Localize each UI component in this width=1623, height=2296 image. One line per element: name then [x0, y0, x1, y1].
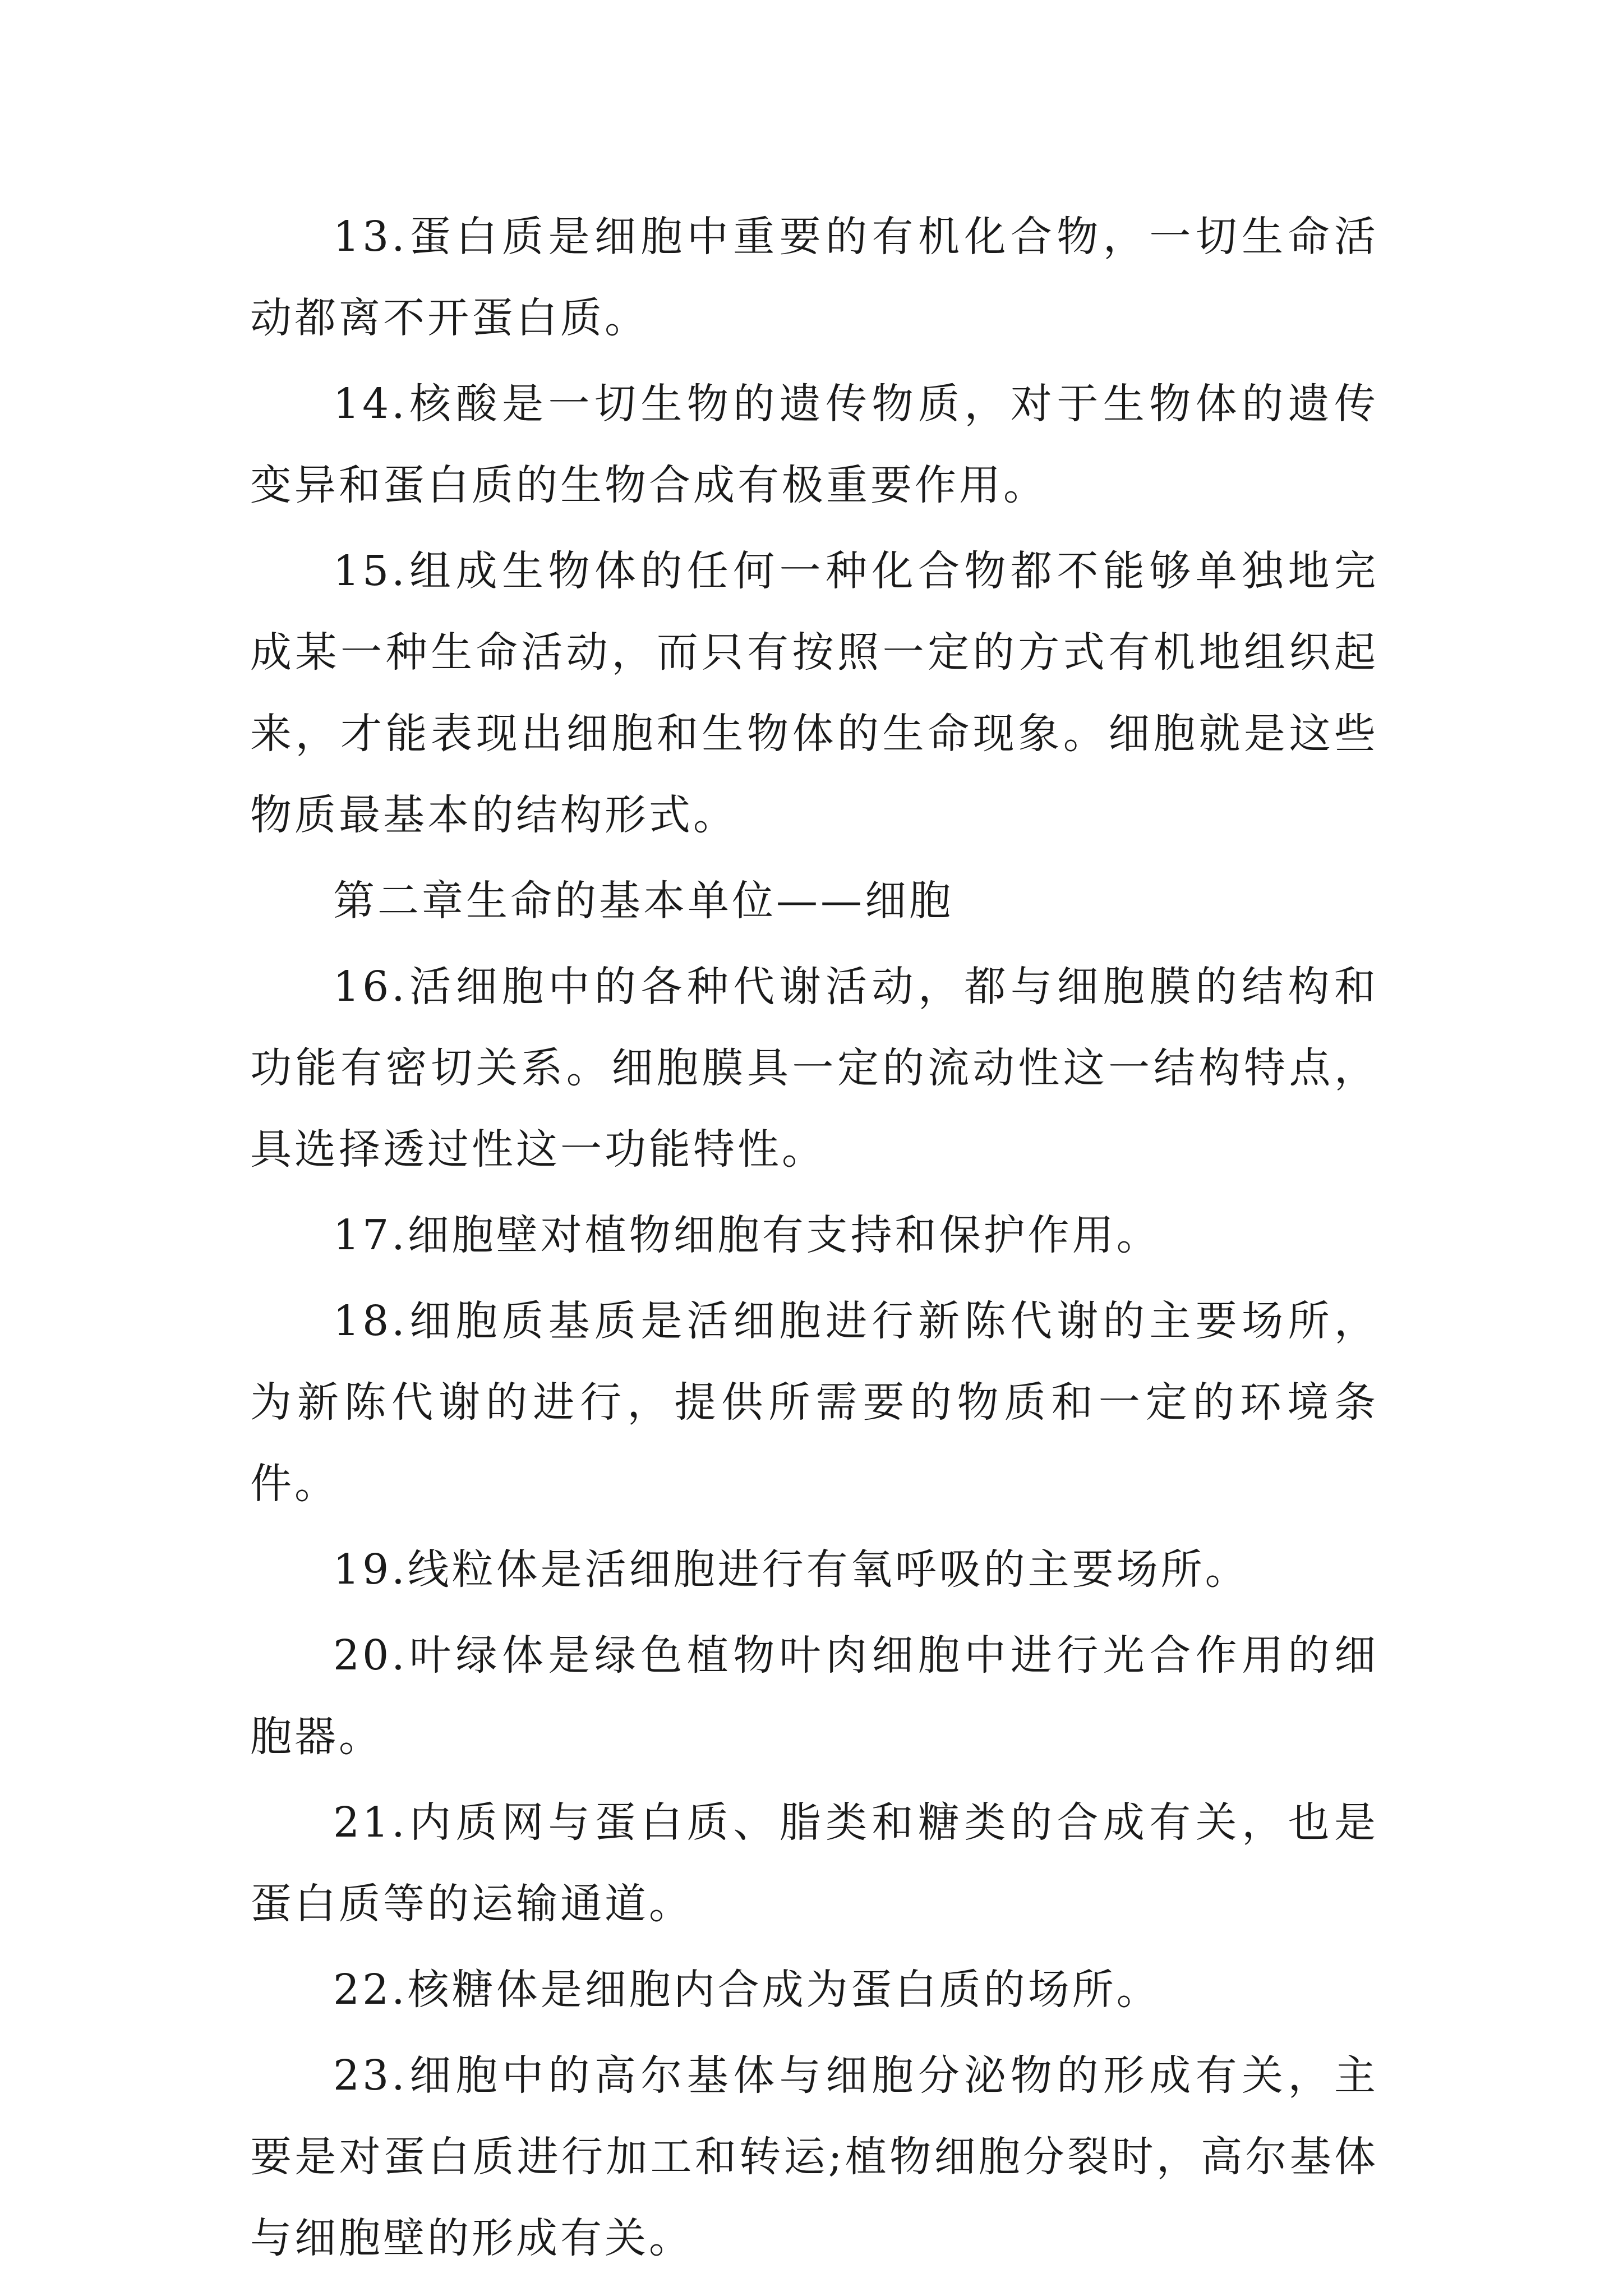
- paragraph-21: 21.内质网与蛋白质、脂类和糖类的合成有关，也是蛋白质等的运输通道。: [250, 1798, 1378, 1928]
- document-page: [250, 196, 1378, 2279]
- paragraph-17: 17.细胞壁对植物细胞有支持和保护作用。: [333, 1211, 1161, 1259]
- paragraph-15: 15.组成生物体的任何一种化合物都不能够单独地完成某一种生命活动，而只有按照一定的方式有机地组织起来，才能表现出细胞和生物体的生命现象。细胞就是这些物质最基本的结构形式。: [250, 547, 1378, 839]
- chapter-heading: 第二章生命的基本单位——细胞: [333, 877, 953, 925]
- paragraph-16: 16.活细胞中的各种代谢活动，都与细胞膜的结构和功能有密切关系。细胞膜具一定的流动性这一结构特点，具选择透过性这一功能特性。: [250, 963, 1378, 1174]
- paragraph-23: 23.细胞中的高尔基体与细胞分泌物的形成有关，主要是对蛋白质进行加工和转运;植物细胞分裂时，高尔基体与细胞壁的形成有关。: [250, 2051, 1378, 2262]
- paragraph-22: 22.核糖体是细胞内合成为蛋白质的场所。: [333, 1966, 1161, 2014]
- paragraph-13: 13.蛋白质是细胞中重要的有机化合物，一切生命活动都离不开蛋白质。: [250, 213, 1378, 342]
- paragraph-20: 20.叶绿体是绿色植物叶肉细胞中进行光合作用的细胞器。: [250, 1631, 1378, 1761]
- paragraph-14: 14.核酸是一切生物的遗传物质，对于生物体的遗传变异和蛋白质的生物合成有极重要作用。: [250, 380, 1378, 509]
- paragraph-19: 19.线粒体是活细胞进行有氧呼吸的主要场所。: [333, 1545, 1249, 1594]
- paragraph-18: 18.细胞质基质是活细胞进行新陈代谢的主要场所，为新陈代谢的进行，提供所需要的物质和一定的环境条件。: [250, 1297, 1378, 1508]
